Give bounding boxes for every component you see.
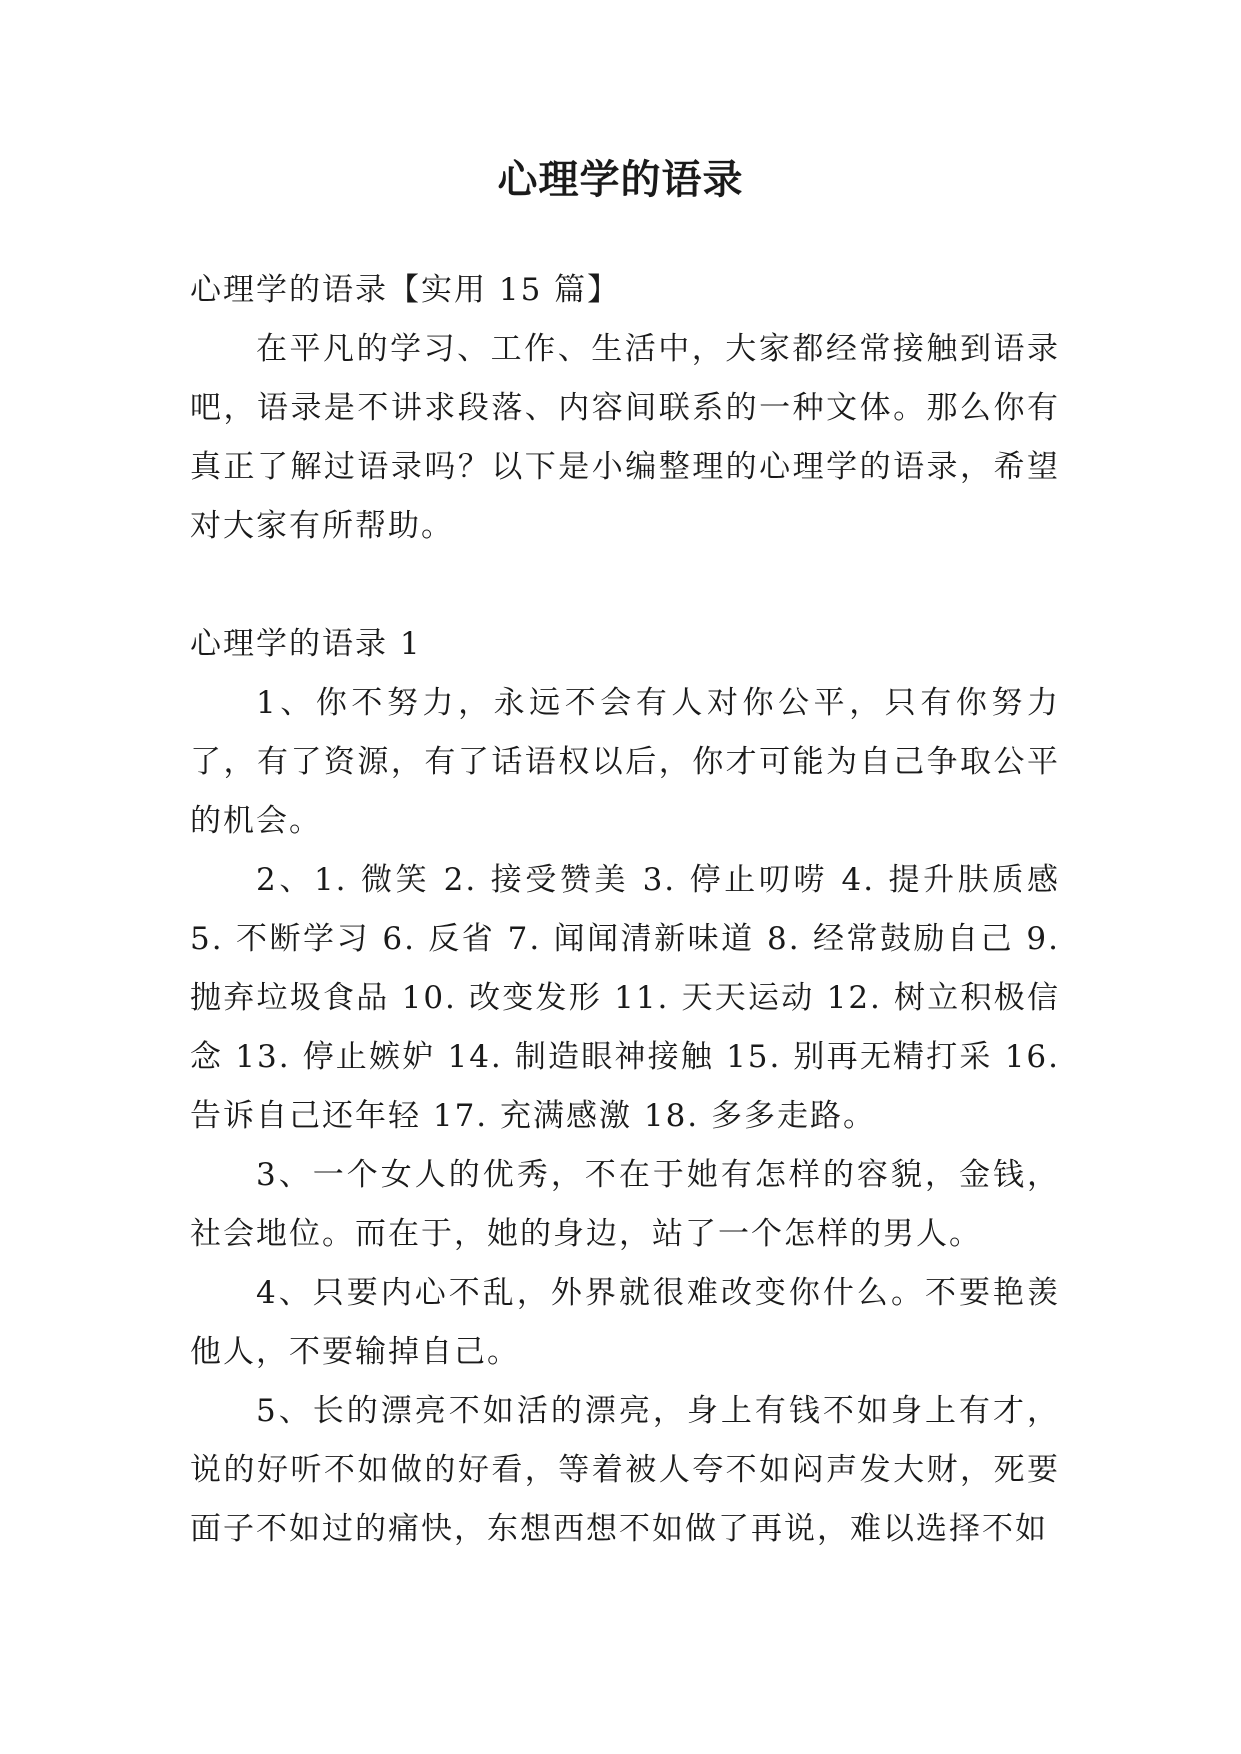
quote-item: 2、1. 微笑 2. 接受赞美 3. 停止叨唠 4. 提升肤质感 5. 不断学习 6. 反省 7. 闻闻清新味道 8. 经常鼓励自己 9. 抛弃垃圾食品 10. 改变发形 11. 天天运动 12. 树立积极信念 13. 停止嫉妒 14. 制造眼神接触 15. 别再无精打采 16. 告诉自己还年轻 17. 充满感激 18. 多多走路。 xyxy=(190,862,1060,1134)
intro-paragraph: 在平凡的学习、工作、生活中，大家都经常接触到语录吧，语录是不讲求段落、内容间联系的一种文体。那么你有真正了解过语录吗？以下是小编整理的心理学的语录，希望对大家有所帮助。 xyxy=(190,331,1060,544)
document-subtitle: 心理学的语录【实用 15 篇】 xyxy=(190,272,621,308)
quote-item: 5、长的漂亮不如活的漂亮，身上有钱不如身上有才，说的好听不如做的好看，等着被人夸不如闷声发大财，死要面子不如过的痛快，东想西想不如做了再说，难以选择不如 xyxy=(190,1393,1060,1547)
quote-item: 4、只要内心不乱，外界就很难改变你什么。不要艳羡他人，不要输掉自己。 xyxy=(190,1275,1060,1370)
quote-item: 1、你不努力，永远不会有人对你公平，只有你努力了，有了资源，有了话语权以后，你才可能为自己争取公平的机会。 xyxy=(190,685,1060,839)
quote-item: 3、一个女人的优秀，不在于她有怎样的容貌，金钱，社会地位。而在于，她的身边，站了一个怎样的男人。 xyxy=(190,1157,1060,1252)
document-body xyxy=(190,261,1060,1559)
section-heading: 心理学的语录 1 xyxy=(190,626,422,662)
section-spacer xyxy=(190,556,1060,615)
page-title: 心理学的语录 xyxy=(497,157,744,203)
